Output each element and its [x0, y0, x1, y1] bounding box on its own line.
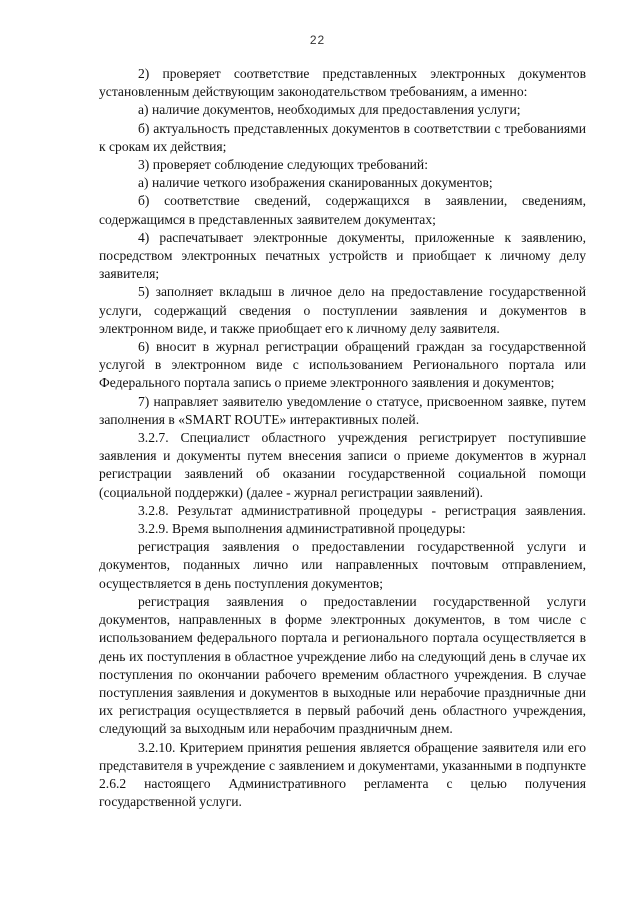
paragraph-item-5: 5) заполняет вкладыш в личное дело на предоставление государственной услуги, содержащий сведения о поступлении заявления и документов в электронном виде, и также приобщает его к личному делу заявителя.: [99, 284, 586, 336]
paragraph-subitem-3a: а) наличие четкого изображения сканированных документов;: [138, 175, 493, 191]
paragraph-3-2-9: 3.2.9. Время выполнения административной процедуры:: [138, 521, 466, 537]
paragraph-3-2-7: 3.2.7. Специалист областного учреждения регистрирует поступившие заявления и документы путем внесения записи о приеме документов в журнал регистрации заявлений об оказании государственной социальной помощи (социальной поддержки) (далее - журнал регистрации заявлений).: [99, 430, 586, 500]
paragraph-item-6: 6) вносит в журнал регистрации обращений граждан за государственной услугой в электронном виде с использованием Регионального портала или Федерального портала запись о приеме электронного заявления и документов;: [99, 339, 586, 391]
paragraph-item-3: 3) проверяет соблюдение следующих требований:: [138, 157, 428, 173]
paragraph-subitem-2a: а) наличие документов, необходимых для предоставления услуги;: [138, 102, 521, 118]
paragraph-item-2: 2) проверяет соответствие представленных электронных документов установленным действующим законодательством требованиям, а именно:: [99, 66, 586, 100]
paragraph-subitem-3b: б) соответствие сведений, содержащихся в заявлении, сведениям, содержащимся в представленных заявителем документах;: [99, 193, 586, 227]
paragraph-subitem-2b: б) актуальность представленных документов в соответствии с требованиями к срокам их действия;: [99, 120, 586, 154]
paragraph-registration-personal: регистрация заявления о предоставлении государственной услуги и документов, поданных лично или направленных почтовым отправлением, осуществляется в день поступления документов;: [99, 539, 586, 591]
paragraph-3-2-8: 3.2.8. Результат административной процедуры - регистрация заявления.: [138, 502, 586, 518]
paragraph-registration-electronic: регистрация заявления о предоставлении государственной услуги документов, направленных в форме электронных документов, в том числе с использованием федерального портала и регионального портала осуществляется в день их поступления в областное учреждение либо на следующий день в случае их поступления по окончании рабочего временим областного учреждения. В случае поступления заявления и документов в выходные или нерабочие праздничные дни их регистрация осуществляется в первый рабочий день областного учреждения, следующий за выходным или нерабочим праздничным днем.: [99, 593, 586, 737]
paragraph-3-2-10: 3.2.10. Критерием принятия решения является обращение заявителя или его представителя в учреждение с заявлением и документами, указанными в подпункте 2.6.2 настоящего Административного регламента с целью получения государственной услуги.: [99, 739, 586, 810]
document-body: [99, 65, 586, 811]
paragraph-item-4: 4) распечатывает электронные документы, приложенные к заявлению, посредством электронных печатных устройств и приобщает к личному делу заявителя;: [99, 229, 586, 282]
paragraph-item-7: 7) направляет заявителю уведомление о статусе, присвоенном заявке, путем заполнения в «SMART ROUTE» интерактивных полей.: [99, 393, 586, 427]
page-number: 22: [309, 33, 326, 47]
